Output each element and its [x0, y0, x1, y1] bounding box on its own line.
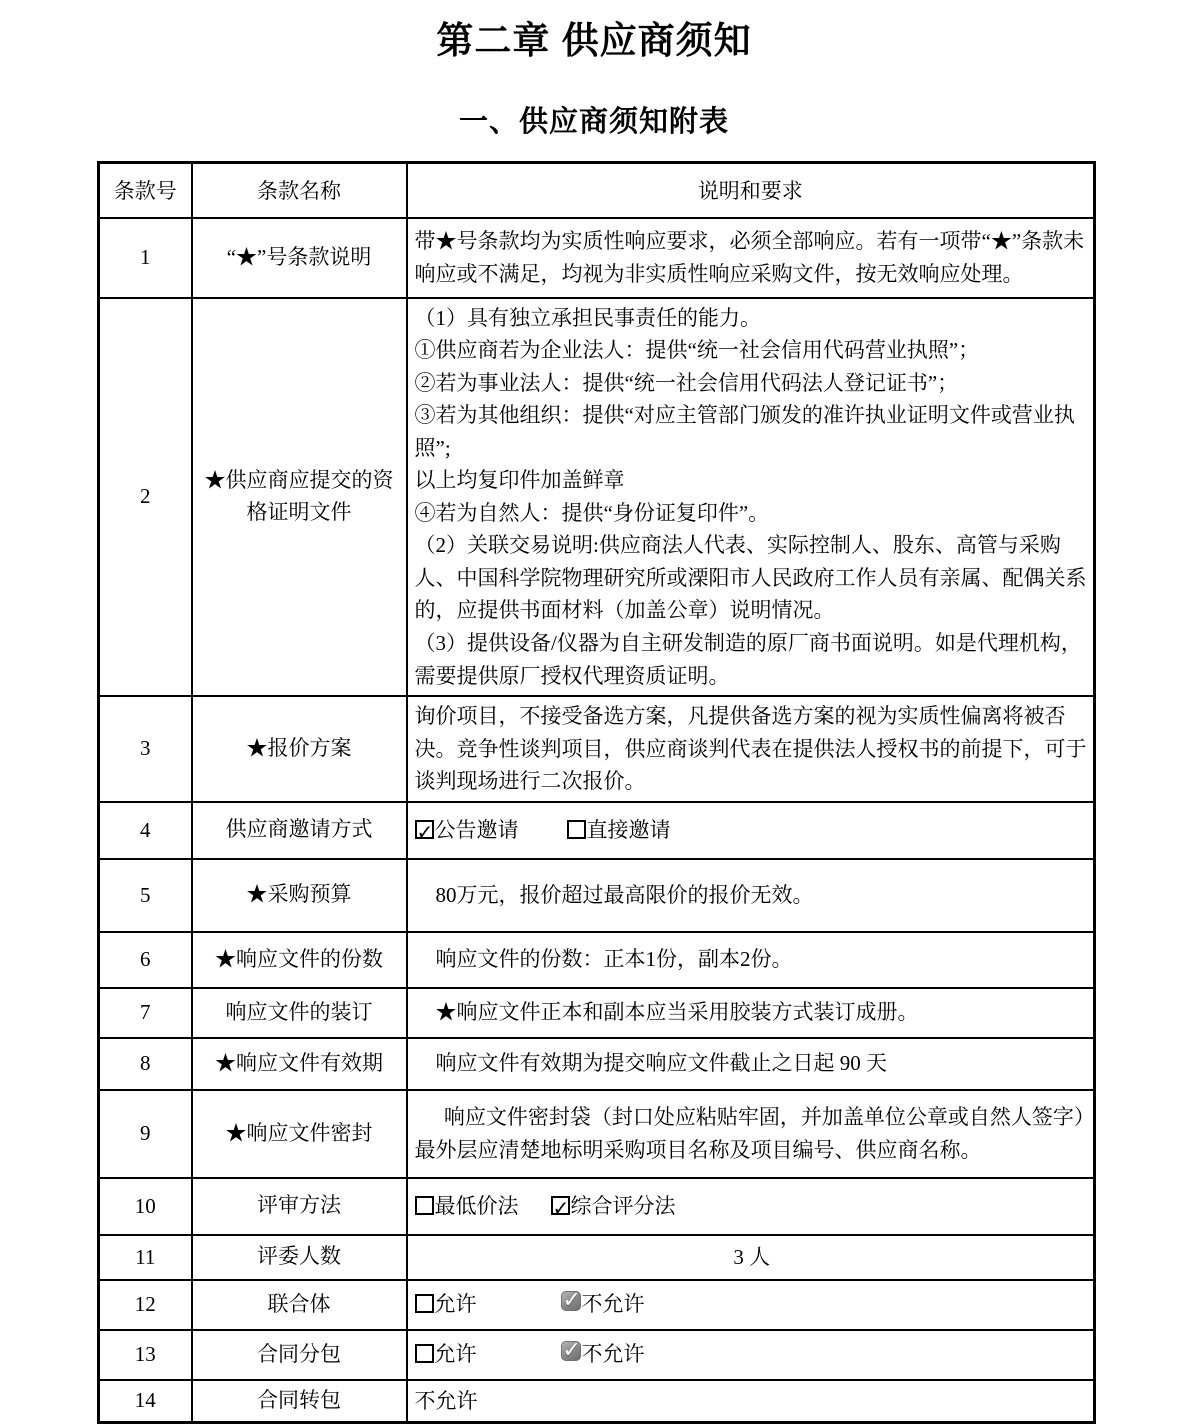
check-option [415, 1292, 477, 1316]
clause-no-cell: 14 [99, 1380, 192, 1423]
clause-name-cell: 合同分包 [192, 1330, 407, 1380]
table-header [99, 163, 1095, 218]
description-paragraph: 不允许 [414, 1388, 478, 1413]
clause-name-cell: ★响应文件的份数 [192, 932, 407, 988]
check-option-label: 直接邀请 [586, 817, 671, 842]
header-row [99, 163, 1095, 218]
clause-no-cell: 1 [99, 218, 192, 298]
table-row [99, 802, 1095, 859]
clause-no-cell: 11 [99, 1235, 192, 1280]
clause-name-cell: 合同转包 [192, 1380, 407, 1423]
clause-name-cell: 响应文件的装订 [192, 988, 407, 1038]
description-paragraph: ★响应文件正本和副本应当采用胶装方式装订成册。 [435, 1000, 919, 1025]
check-option [415, 1342, 477, 1366]
table-row [99, 1235, 1095, 1280]
check-option-label: 允许 [434, 1292, 477, 1317]
checked-gray-checkbox-icon [561, 1341, 581, 1361]
check-option-label: 不允许 [581, 1292, 645, 1317]
page-subtitle: 一、供应商须知附表 [458, 106, 729, 138]
clause-no-cell: 12 [99, 1280, 192, 1330]
check-option [567, 818, 671, 842]
clause-name-cell: 评审方法 [192, 1178, 407, 1235]
clause-description-cell [407, 1380, 1095, 1423]
clause-no-cell: 13 [99, 1330, 192, 1380]
clause-no-cell: 9 [99, 1090, 192, 1178]
table-row [99, 932, 1095, 988]
clause-name-cell: “★”号条款说明 [192, 218, 407, 298]
table-row [99, 1280, 1095, 1330]
check-option [561, 1292, 645, 1316]
clause-no-cell: 5 [99, 859, 192, 932]
description-paragraph: ②若为事业法人：提供“统一社会信用代码法人登记证书”； [414, 370, 959, 395]
check-option [561, 1342, 645, 1366]
table-row [99, 1330, 1095, 1380]
check-option [415, 818, 519, 842]
clause-description-cell [407, 1235, 1095, 1280]
header-clause-no: 条款号 [99, 163, 192, 218]
table-row [99, 696, 1095, 802]
clause-name-cell: ★响应文件有效期 [192, 1038, 407, 1090]
clause-no-cell: 8 [99, 1038, 192, 1090]
table-row [99, 1090, 1095, 1178]
supplier-notice-table [97, 161, 1096, 1424]
check-option-label: 公告邀请 [434, 817, 519, 842]
description-paragraph: （2）关联交易说明:供应商法人代表、实际控制人、股东、高管与采购人、中国科学院物理研究所或溧阳市人民政府工作人员有亲属、配偶关系的，应提供书面材料（加盖公章）说明情况。 [414, 533, 1087, 623]
table-row [99, 988, 1095, 1038]
header-clause-name: 条款名称 [192, 163, 407, 218]
description-paragraph: ③若为其他组织：提供“对应主管部门颁发的准许执业证明文件或营业执照”; [414, 403, 1075, 460]
clause-no-cell: 7 [99, 988, 192, 1038]
description-paragraph: 带★号条款均为实质性响应要求，必须全部响应。若有一项带“★”条款未响应或不满足，均视为非实质性响应采购文件，按无效响应处理。 [414, 228, 1085, 286]
check-option-label: 综合评分法 [570, 1193, 676, 1218]
checkbox-options [415, 1288, 1090, 1321]
document-page [0, 10, 1188, 1413]
clauses-table-body [99, 218, 1095, 1423]
checked-checkbox-icon [415, 820, 434, 839]
checked-gray-checkbox-icon [561, 1291, 581, 1311]
page-title: 第二章 供应商须知 [436, 20, 752, 61]
checkbox-options [415, 1190, 1090, 1223]
clause-name-cell: ★报价方案 [192, 696, 407, 802]
description-paragraph: 响应文件有效期为提交响应文件截止之日起 90 天 [435, 1051, 887, 1076]
check-option-label: 不允许 [581, 1342, 645, 1367]
clause-description-cell [407, 1038, 1095, 1090]
checked-checkbox-icon [551, 1196, 570, 1215]
check-option-label: 允许 [434, 1342, 477, 1367]
table-row [99, 859, 1095, 932]
table-row [99, 218, 1095, 298]
description-paragraph: ①供应商若为企业法人：提供“统一社会信用代码营业执照”； [414, 338, 980, 363]
description-paragraph: 响应文件密封袋（封口处应粘贴牢固，并加盖单位公章或自然人签字）最外层应清楚地标明采购项目名称及项目编号、供应商名称。 [414, 1105, 1085, 1162]
clause-no-cell: 6 [99, 932, 192, 988]
clause-no-cell: 4 [99, 802, 192, 859]
clause-name-cell: 供应商邀请方式 [192, 802, 407, 859]
checkbox-options [415, 1338, 1090, 1371]
clause-name-cell: ★响应文件密封 [192, 1090, 407, 1178]
clause-description-cell [407, 298, 1095, 697]
clause-name-cell: 联合体 [192, 1280, 407, 1330]
clause-name-cell: ★采购预算 [192, 859, 407, 932]
table-row [99, 1038, 1095, 1090]
header-description: 说明和要求 [407, 163, 1095, 218]
clause-name-cell: 评委人数 [192, 1235, 407, 1280]
clause-description-cell [407, 859, 1095, 932]
table-row [99, 1178, 1095, 1235]
clause-description-cell [407, 988, 1095, 1038]
table-row [99, 1380, 1095, 1423]
description-paragraph: 以上均复印件加盖鲜章 [414, 468, 625, 493]
description-paragraph: 3 人 [733, 1244, 771, 1269]
clause-no-cell: 2 [99, 298, 192, 697]
clause-no-cell: 3 [99, 696, 192, 802]
clause-name-cell: ★供应商应提交的资格证明文件 [192, 298, 407, 697]
unchecked-checkbox-icon [415, 1294, 434, 1313]
clause-description-cell [407, 1090, 1095, 1178]
description-paragraph: 响应文件的份数：正本1份，副本2份。 [435, 947, 793, 972]
description-paragraph: ④若为自然人：提供“身份证复印件”。 [414, 500, 770, 525]
description-paragraph: 80万元，报价超过最高限价的报价无效。 [435, 882, 814, 907]
unchecked-checkbox-icon [415, 1344, 434, 1363]
unchecked-checkbox-icon [567, 820, 586, 839]
table-row [99, 298, 1095, 697]
clause-description-cell [407, 696, 1095, 802]
check-option-label: 最低价法 [434, 1193, 519, 1218]
clause-description-cell [407, 802, 1095, 859]
clause-description-cell [407, 1330, 1095, 1380]
description-paragraph: 询价项目，不接受备选方案，凡提供备选方案的视为实质性偏离将被否决。竞争性谈判项目，供应商谈判代表在提供法人授权书的前提下，可于谈判现场进行二次报价。 [414, 704, 1087, 794]
checkbox-options [415, 814, 1090, 847]
description-paragraph: （1）具有独立承担民事责任的能力。 [414, 305, 761, 330]
unchecked-checkbox-icon [415, 1196, 434, 1215]
clause-description-cell [407, 1280, 1095, 1330]
clause-no-cell: 10 [99, 1178, 192, 1235]
description-paragraph: （3）提供设备/仪器为自主研发制造的原厂商书面说明。如是代理机构，需要提供原厂授权代理资质证明。 [414, 630, 1082, 688]
clause-description-cell [407, 932, 1095, 988]
clause-description-cell [407, 1178, 1095, 1235]
check-option [551, 1194, 676, 1218]
check-option [415, 1194, 519, 1218]
clause-description-cell [407, 218, 1095, 298]
